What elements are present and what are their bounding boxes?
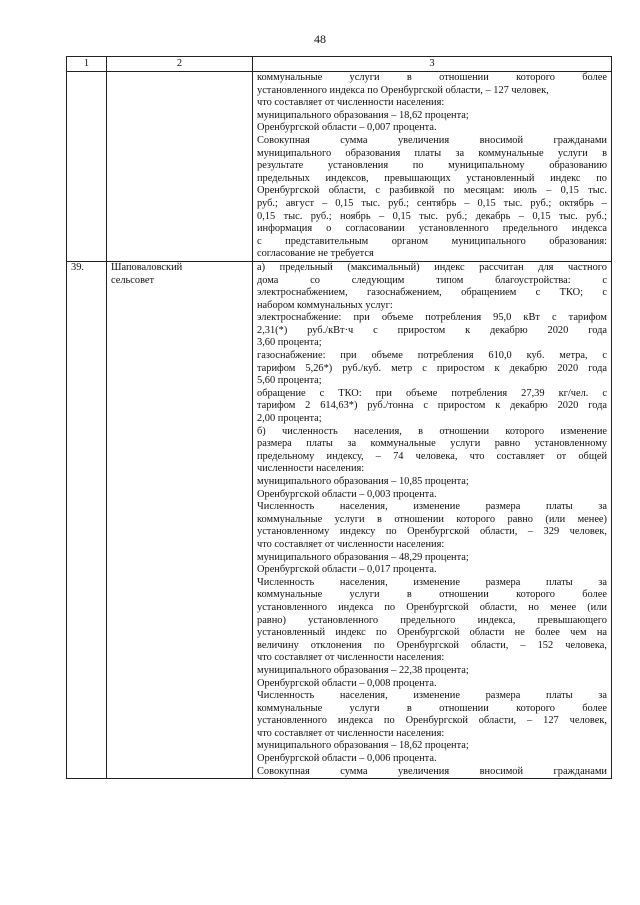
table-row-continuation [67,72,612,262]
text-line: Оренбургской области – 0,008 процента. [257,677,437,689]
text-line: 2,00 процента; [257,413,322,425]
text-line: руб.; август – 0,15 тыс. руб.; сентябрь – 0,15 тыс. руб.; октябрь – [257,197,607,209]
text-line: набором коммунальных услуг: [257,299,393,311]
row-number-cell: 39. [67,261,107,778]
header-col-1: 1 [67,57,107,72]
text-line: муниципального образования – 18,62 процента; [257,109,469,121]
municipality-name-line: Шаповаловский [111,261,183,273]
header-col-2: 2 [107,57,253,72]
text-line: коммунальные услуги в отношении которого более [257,702,607,714]
text-line: коммунальные услуги в отношении которого более [257,589,607,601]
text-line: равно) установленного предельного индекса, превышающего [257,614,607,626]
table-header-row [67,57,612,72]
text-line: установленного индекса по Оренбургской области, – 127 человек, [257,715,607,727]
text-line: установленного индекса по Оренбургской области, но менее (или [257,601,607,613]
municipality-name-line: сельсовет [111,274,155,286]
text-line: 0,15 тыс. руб.; ноябрь – 0,15 тыс. руб.; декабрь – 0,15 тыс. руб.; [257,210,607,222]
text-line: Численность населения, изменение размера платы за [257,576,607,588]
text-line: что составляет от численности населения: [257,97,445,109]
text-line: коммунальные услуги в отношении которого равно (или менее) [257,513,607,525]
text-line: Численность населения, изменение размера платы за [257,501,607,513]
text-line: что составляет от численности населения: [257,538,445,550]
text-line: размера платы за коммунальные услуги равно установленному [257,438,607,450]
text-line: 5,60 процента; [257,375,322,387]
text-line: предельному индексу, – 74 человека, что составляет от общей [257,450,607,462]
page-number: 48 [314,32,326,46]
text-line: газоснабжение: при объеме потребления 610,0 куб. метра, с [257,350,607,362]
text-line: электроснабжение: при объеме потребления 95,0 кВт с тарифом [257,312,607,324]
row-number-cell [67,72,107,262]
text-line: Численность населения, изменение размера платы за [257,690,607,702]
text-line: электроснабжением, газоснабжением, обращением с ТКО; с [257,287,607,299]
text-line: что составляет от численности населения: [257,727,445,739]
header-col-3: 3 [253,57,612,72]
row-name-cell [107,261,253,778]
text-line: а) предельный (максимальный) индекс рассчитан для частного [257,261,607,273]
text-line: обращение с ТКО: при объеме потребления 27,39 кг/чел. с [257,387,607,399]
text-line: Совокупная сумма увеличения вносимой гражданами [257,765,607,777]
text-line: предельных индексов, превышающих установленный индекс по [257,172,607,184]
text-line: коммунальные услуги в отношении которого более [257,72,607,83]
table-row [67,261,612,778]
text-line: 2,31(*) руб./кВт·ч с приростом к декабрю 2020 года [257,324,607,336]
text-line: с представительным органом муниципального образования: [257,235,607,247]
row-content-cell [253,261,612,778]
text-line: муниципального образования – 18,62 процента; [257,740,469,752]
text-line: численности населения: [257,463,365,475]
row-content-cell [253,72,612,262]
text-line: муниципального образования платы за коммунальные услуги в [257,147,607,159]
text-line: муниципального образования – 22,38 процента; [257,664,469,676]
text-line: что составляет от численности населения: [257,652,445,664]
text-line: Оренбургской области, с разбивкой по месяцам: июль – 0,15 тыс. [257,185,607,197]
text-line: величину отклонения по Оренбургской области, – 152 человека, [257,639,607,651]
text-line: установленный индекс по Оренбургской области не более чем на [257,627,607,639]
text-line: Оренбургской области – 0,003 процента. [257,488,437,500]
text-line: тарифом 5,26*) руб./куб. метр с приростом к декабрю 2020 года [257,362,607,374]
text-line: 3,60 процента; [257,337,322,349]
text-line: Оренбургской области – 0,007 процента. [257,122,437,134]
text-line: дома со следующим типом благоустройства: с [257,274,607,286]
text-line: согласование не требуется [257,248,374,260]
text-line: тарифом 2 614,63*) руб./тонна с приростом к декабрю 2020 года [257,400,607,412]
text-line: результате установления по муниципальному образованию [257,160,607,172]
row-name-cell [107,72,253,262]
text-line: муниципального образования – 48,29 процента; [257,551,469,563]
data-table [66,56,612,779]
text-line: муниципального образования – 10,85 процента; [257,476,469,487]
text-line: Совокупная сумма увеличения вносимой гражданами [257,134,607,146]
text-line: Оренбургской области – 0,017 процента. [257,564,437,576]
text-line: б) численность населения, в отношении которого изменение [257,425,607,437]
text-line: информация о согласовании установленного предельного индекса [257,223,607,235]
text-line: Оренбургской области – 0,006 процента. [257,753,437,765]
text-line: установленному индексу по Оренбургской области, – 329 человек, [257,526,607,538]
text-line: установленного индекса по Оренбургской области, – 127 человек, [257,84,549,96]
